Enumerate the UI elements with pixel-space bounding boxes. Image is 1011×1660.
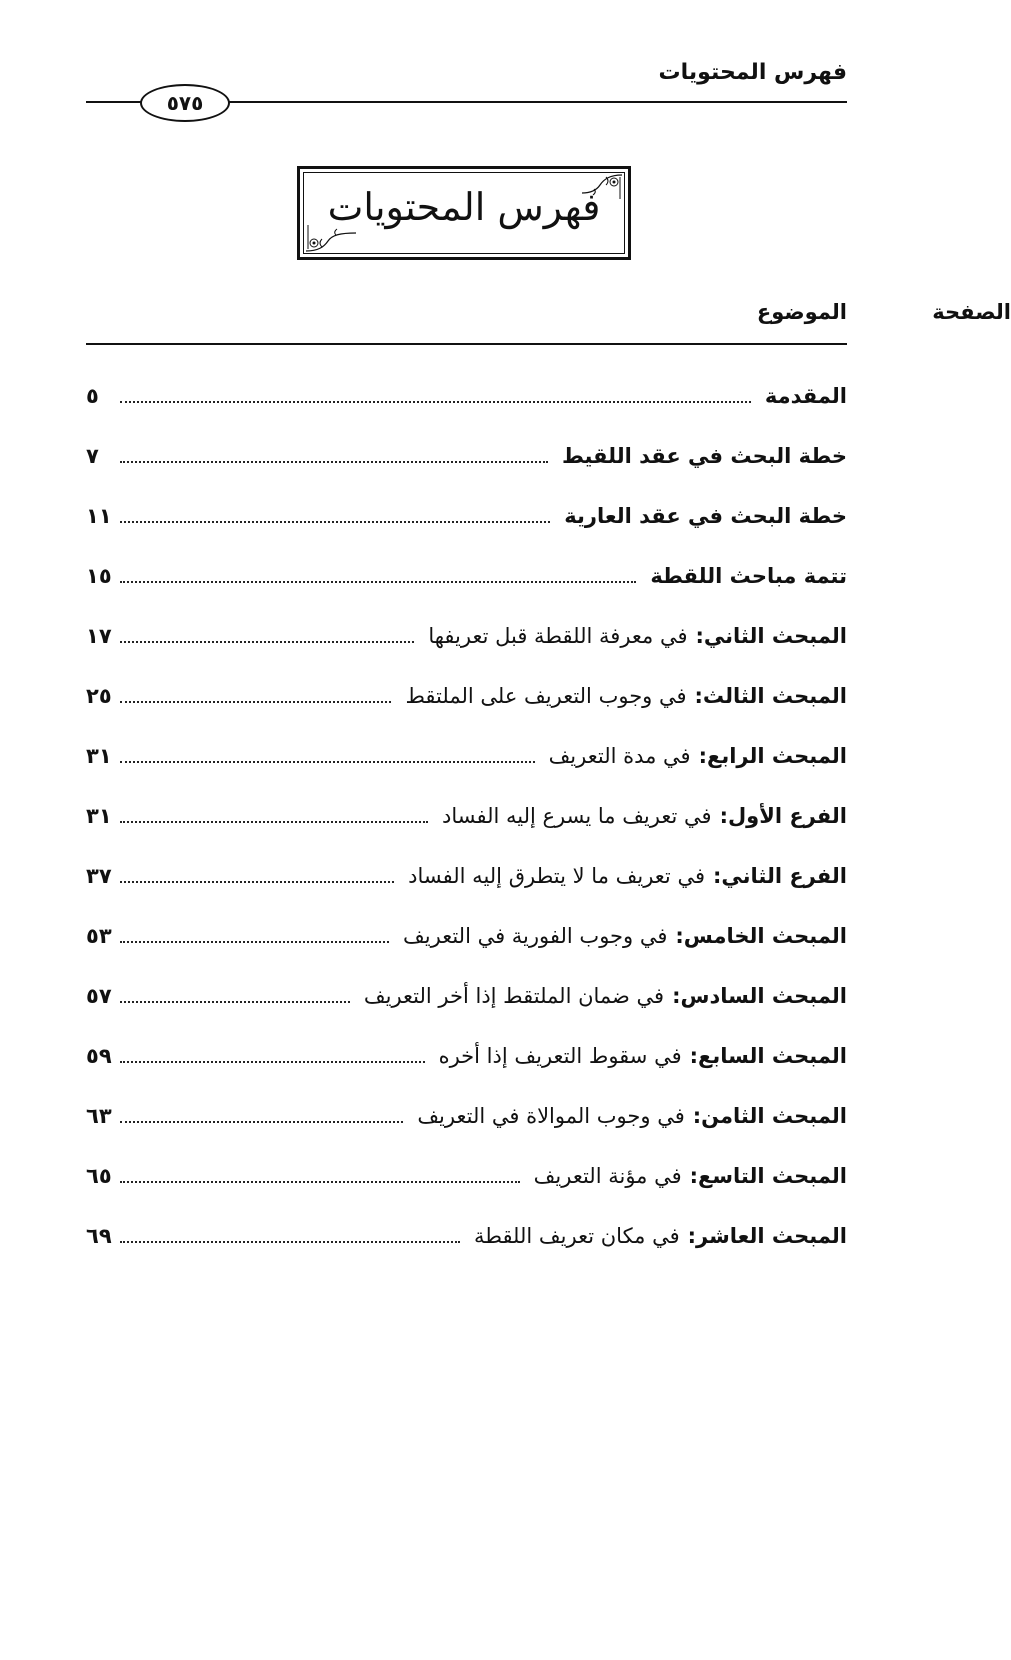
toc-entry-subtitle: في وجوب التعريف على الملتقط [405,684,687,708]
dot-leader [120,521,550,523]
toc-entry-title [526,1164,847,1188]
toc-entry-subtitle: في معرفة اللقطة قبل تعريفها [428,624,688,648]
toc-entry-page: ٥٣ [86,924,112,948]
toc-entry-heading: المبحث السادس: [672,984,847,1008]
toc-entry-page: ٣٧ [86,864,112,888]
toc-entry[interactable] [86,906,847,966]
toc-entry[interactable] [86,1206,847,1266]
dot-leader [120,581,636,583]
toc-entry-subtitle: في مكان تعريف اللقطة [473,1224,680,1248]
column-header-page: الصفحة [932,300,1011,324]
column-header-topic: الموضوع [756,300,847,324]
dot-leader [120,1061,425,1063]
toc-entry[interactable] [86,426,847,486]
toc-entry[interactable] [86,366,847,426]
toc-entry-page: ١٧ [86,624,112,648]
toc-entry[interactable] [86,786,847,846]
toc-entry-heading: المبحث الثاني: [695,624,847,648]
toc-entry-subtitle: في ضمان الملتقط إذا أخر التعريف [363,984,665,1008]
toc-list [86,366,847,1266]
toc-entry[interactable] [86,1146,847,1206]
toc-entry-title [757,384,847,408]
toc-entry-title [397,684,847,708]
dot-leader [120,1241,460,1243]
toc-entry-page: ٥٩ [86,1044,112,1068]
toc-entry-heading: خطة البحث في عقد اللقيط [561,444,847,468]
toc-entry[interactable] [86,966,847,1026]
dot-leader [120,401,751,403]
toc-entry-page: ٦٥ [86,1164,112,1188]
contents-title: فهرس المحتويات [327,185,601,229]
toc-entry-subtitle: في تعريف ما يسرع إليه الفساد [441,804,712,828]
toc-entry[interactable] [86,666,847,726]
toc-entry-title [466,1224,847,1248]
toc-entry-title [395,924,847,948]
toc-entry-page: ٣١ [86,744,112,768]
toc-entry-heading: الفرع الثاني: [713,864,847,888]
dot-leader [120,1001,350,1003]
toc-entry-page: ١٥ [86,564,112,588]
toc-entry-title [434,804,847,828]
toc-entry-page: ٦٣ [86,1104,112,1128]
toc-entry-subtitle: في وجوب الفورية في التعريف [403,924,668,948]
dot-leader [120,941,389,943]
toc-entry[interactable] [86,846,847,906]
toc-entry-page: ٧ [86,444,99,468]
ornamental-title-box [297,166,631,260]
toc-entry-heading: المبحث العاشر: [687,1224,847,1248]
toc-entry-page: ٢٥ [86,684,112,708]
toc-entry-title [409,1104,847,1128]
dot-leader [120,1121,403,1123]
dot-leader [120,821,428,823]
toc-entry[interactable] [86,1026,847,1086]
toc-entry-title [420,624,847,648]
dot-leader [120,1181,520,1183]
dot-leader [120,761,535,763]
dot-leader [120,461,548,463]
dot-leader [120,701,391,703]
toc-entry-heading: المبحث الرابع: [698,744,847,768]
toc-entry[interactable] [86,606,847,666]
toc-entry[interactable] [86,726,847,786]
toc-entry-heading: المبحث الثامن: [692,1104,847,1128]
toc-entry-page: ٦٩ [86,1224,112,1248]
toc-entry-title [356,984,847,1008]
toc-entry[interactable] [86,546,847,606]
toc-entry-page: ٣١ [86,804,112,828]
toc-entry[interactable] [86,486,847,546]
columns-rule [86,343,847,345]
toc-entry-subtitle: في مدة التعريف [548,744,691,768]
toc-entry-heading: المبحث السابع: [689,1044,847,1068]
toc-entry-heading: المبحث الخامس: [675,924,847,948]
toc-entry-page: ٥ [86,384,99,408]
dot-leader [120,881,394,883]
page-number: ٥٧٥ [140,84,230,122]
toc-entry-title [400,864,847,888]
toc-entry-subtitle: في سقوط التعريف إذا أخره [438,1044,682,1068]
toc-entry-title [556,504,847,528]
toc-entry-page: ٥٧ [86,984,112,1008]
toc-entry-title [554,444,847,468]
toc-entry-heading: المبحث الثالث: [694,684,847,708]
toc-entry-heading: خطة البحث في عقد العارية [564,504,847,528]
dot-leader [120,641,414,643]
toc-entry-heading: تتمة مباحث اللقطة [650,564,847,588]
toc-entry-title [431,1044,847,1068]
running-header-title: فهرس المحتويات [658,60,847,85]
toc-entry[interactable] [86,1086,847,1146]
toc-entry-title [642,564,847,588]
toc-entry-heading: المقدمة [764,384,847,408]
toc-entry-subtitle: في وجوب الموالاة في التعريف [417,1104,685,1128]
toc-entry-title [541,744,847,768]
toc-entry-subtitle: في تعريف ما لا يتطرق إليه الفساد [408,864,705,888]
toc-entry-subtitle: في مؤنة التعريف [533,1164,682,1188]
toc-entry-page: ١١ [86,504,112,528]
toc-entry-heading: المبحث التاسع: [689,1164,847,1188]
toc-entry-heading: الفرع الأول: [719,804,847,828]
